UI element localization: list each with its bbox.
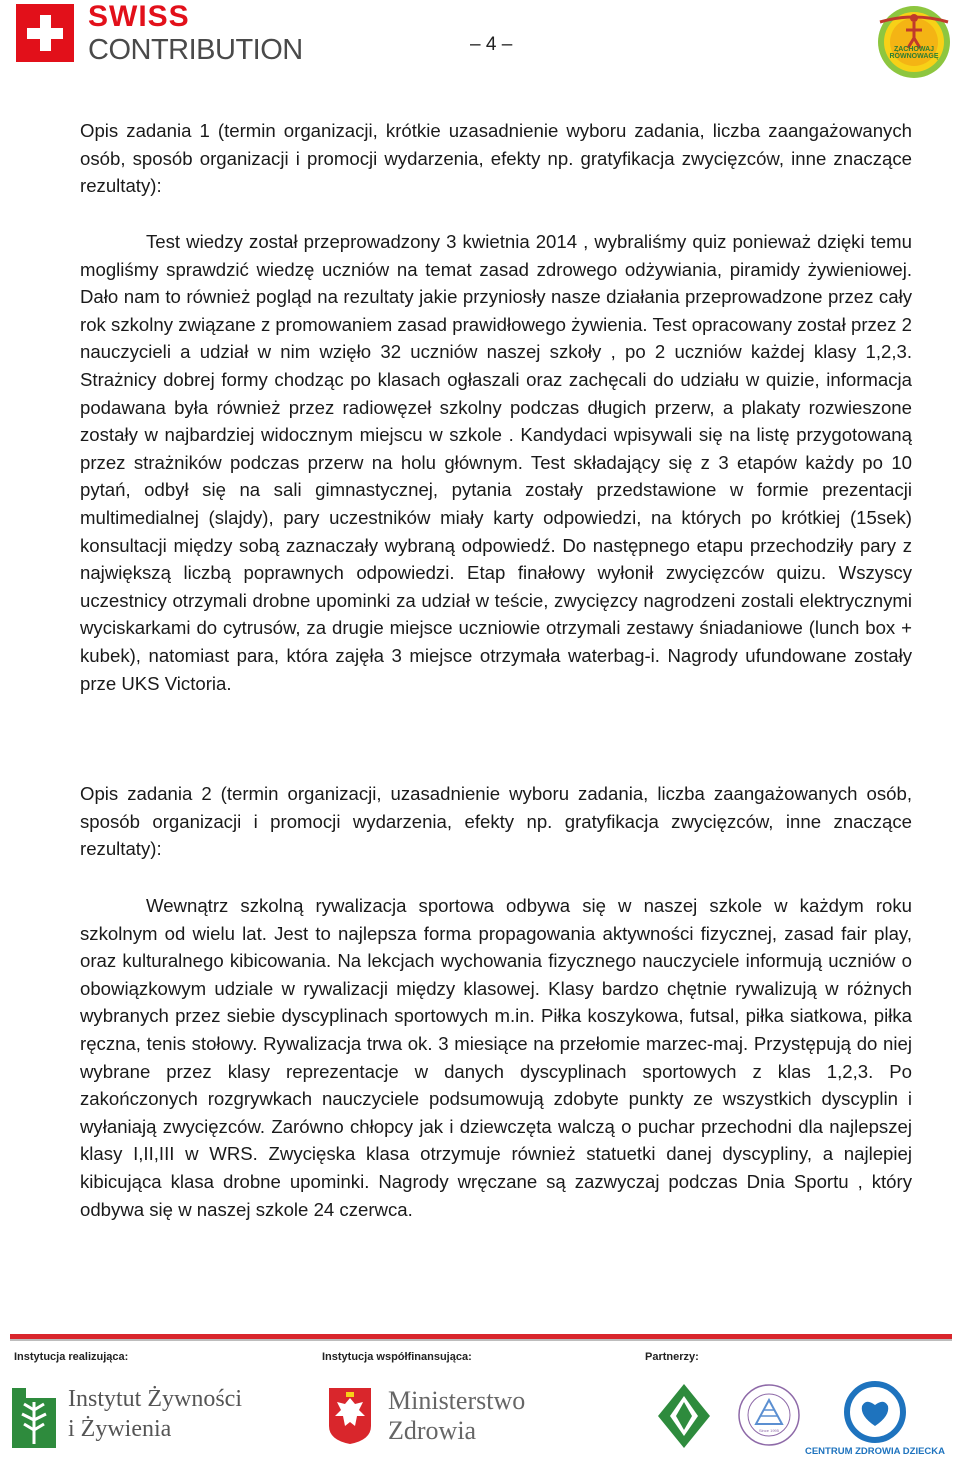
label-partners: Partnerzy: — [645, 1351, 699, 1363]
task2-title: Opis zadania 2 (termin organizacji, uzasadnienie wyboru zadania, liczba zaangażowanych osób, sposób organizacji i promocji wydarzenia, efekty np. gratyfikacja zwycięzców, inne znaczące rezultaty): — [80, 783, 912, 860]
label-realizing-institution: Instytucja realizująca: — [14, 1351, 129, 1363]
partner-green-emblem-icon — [654, 1380, 714, 1452]
footer-rule-shadow — [10, 1339, 952, 1341]
page-number: – 4 – — [470, 34, 513, 55]
zachowaj-rownowage-logo — [874, 4, 954, 80]
izz-line-2: i Żywienia — [68, 1416, 172, 1442]
swiss-cross-icon — [16, 4, 74, 62]
task1-body: Test wiedzy został przeprowadzony 3 kwietnia 2014 , wybraliśmy quiz ponieważ dzięki temu mogliśmy sprawdzić wiedzę uczniów na temat zasad zdrowego odżywiania, piramidy żywieniowej. Dało nam to również pogląd na rezultaty jakie przyniosły nasze działania przeprowadzone przez cały rok szkolny związane z promowaniem zasad prawidłowego żywienia. Test opracowany został przez 2 nauczycieli a udział w nim wzięło 32 uczniów naszej szkoły , po 2 uczniów każdej klasy 1,2,3. Strażnicy dobrej formy chodząc po klasach ogłaszali oraz zachęcali do udziału w quizie, informacja podawana była również przez radiowęzeł szkolny podczas długich przerw, a plakaty rozwieszone zostały w najbardziej widocznym miejscu w szkole . Kandydaci wpisywali się na listę przygotowaną przez strażników podczas przerw na holu głównym. Test składający się z 3 etapów każdy po 10 pytań, odbył się na sali gimnastycznej, pytania zostały przedstawione w formie prezentacji multimedialnej (slajdy), pary uczestników miały karty odpowiedzi, na których po krótkiej (15sek) konsultacji między sobą zaznaczały wybraną odpowiedź. Do następnego etapu przechodziły pary z największą liczbą poprawnych odpowiedzi. Etap finałowy wyłonił zwycięzców quizu. Wszyscy uczestnicy otrzymali drobne upominki za udział w teście, zwycięzcy nagrodzeni zostali elektrycznymi wyciskarkami do cytrusów, za drugie miejsce uczniowie otrzymali zestawy śniadaniowe (lunch box + kubek), natomiast para, która zajęła 3 miejsce otrzymała waterbag-i. Nagrody ufundowane zostały prze UKS Victoria. — [80, 231, 912, 694]
logo-caption: ZACHOWAJ RÓWNOWAGĘ — [889, 46, 939, 60]
mz-line-1: Ministerstwo — [388, 1386, 526, 1415]
izz-wheat-icon — [12, 1388, 56, 1448]
izz-name — [68, 1384, 242, 1444]
task1-title: Opis zadania 1 (termin organizacji, krótkie uzasadnienie wyboru zadania, liczba zaangażowanych osób, sposób organizacji i promocji wydarzenia, efekty np. gratyfikacja zwycięzców, inne znaczące rezultaty): — [80, 120, 912, 197]
czd-heart-icon — [800, 1378, 950, 1444]
izz-line-1: Instytut Żywności — [68, 1386, 242, 1412]
balance-icon — [874, 4, 954, 80]
ptd-dietetics-logo-icon — [736, 1380, 802, 1450]
czd-logo — [800, 1378, 950, 1460]
czd-name: CENTRUM ZDROWIA DZIECKA — [804, 1446, 946, 1457]
task2-body: Wewnątrz szkolną rywalizacja sportowa odbywa się w naszej szkole w każdym roku szkolnym od wielu lat. Jest to najlepsza forma propagowania aktywności fizycznej, zasad fair play, oraz kulturalnego kibicowania. Na lekcjach wychowania fizycznego nauczyciele informują uczniów o obowiązkowym udziale w rywalizacji między klasowej. Klasy bardzo chętnie rywalizują w różnych wybranych przez siebie dyscyplinach sportowych m.in. Piłka koszykowa, futsal, piłka siatkowa, piłka ręczna, tenis stołowy. Rywalizacja trwa ok. 3 miesiące na przełomie marzec-maj. Przystępują do niej wybrane przez klasy reprezentacje w danych dyscyplinach sportowych z klas 1,2,3. Po zakończonych rozgrywkach nauczyciele podsumowują zdobyte punkty ze wszystkich dyscyplin i wyłaniają zwycięzców. Zarówno chłopcy jak i dziewczęta walczą o puchar przechodni dla najlepszej klasy I,II,III w WRS. Zwycięska klasa otrzymuje również statuetki danej dyscypliny, a najlepiej kibicująca klasa drobne upominki. Nagrody wręczane są zazwyczaj podczas Dnia Sportu , który odbywa się w naszej szkole 24 czerwca. — [80, 895, 912, 1220]
swiss-contribution-logo — [16, 0, 316, 70]
mz-line-2: Zdrowia — [388, 1416, 477, 1445]
polish-eagle-icon — [325, 1386, 375, 1446]
ptd-since-text: Since 1995 — [758, 1428, 780, 1433]
logo-text-bottom: CONTRIBUTION — [88, 34, 303, 66]
logo-text-top: SWISS — [88, 0, 190, 33]
label-cofinancing-institution: Instytucja współfinansująca: — [322, 1351, 472, 1363]
ministerstwo-zdrowia-name — [388, 1386, 525, 1446]
